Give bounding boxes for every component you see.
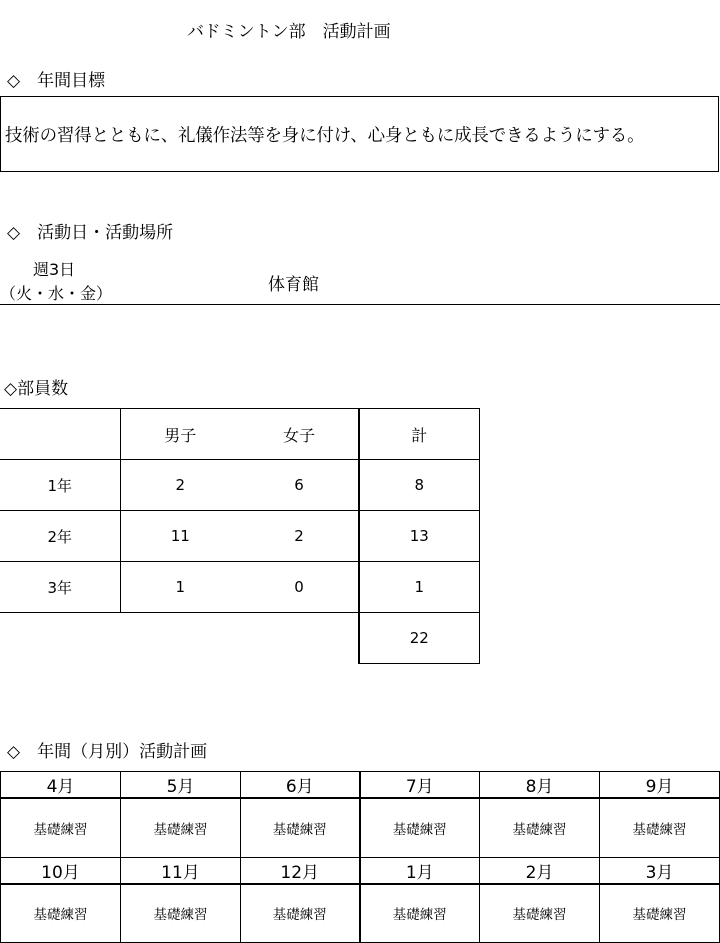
members-girls: 0 — [240, 562, 359, 613]
activity-place: 体育館 — [268, 275, 319, 295]
members-total: 8 — [359, 460, 479, 511]
members-total: 13 — [359, 511, 479, 562]
activity-cell: 基礎練習 — [600, 798, 720, 857]
month-cell: 6月 — [241, 772, 360, 799]
month-cell: 10月 — [1, 857, 121, 884]
activity-cell: 基礎練習 — [360, 884, 480, 943]
members-header-girls: 女子 — [240, 409, 359, 460]
members-grand-total: 22 — [359, 613, 479, 664]
activity-cell: 基礎練習 — [121, 884, 241, 943]
divider — [0, 304, 720, 305]
activity-cell: 基礎練習 — [480, 884, 600, 943]
members-header-blank — [0, 409, 120, 460]
members-grade: 2年 — [0, 511, 120, 562]
activity-cell: 基礎練習 — [241, 884, 360, 943]
goal-heading: ◇ 年間目標 — [7, 71, 106, 91]
month-cell: 12月 — [241, 857, 360, 884]
activity-days-weekdays: （火・水・金） — [0, 284, 113, 303]
members-grade: 1年 — [0, 460, 120, 511]
activity-days-count: 週3日 — [33, 260, 76, 279]
members-table — [0, 408, 480, 664]
members-boys: 2 — [120, 460, 240, 511]
members-girls: 6 — [240, 460, 359, 511]
members-heading: ◇部員数 — [4, 379, 69, 399]
month-cell: 5月 — [121, 772, 241, 799]
activity-cell: 基礎練習 — [360, 798, 480, 857]
month-cell: 1月 — [360, 857, 480, 884]
month-row — [1, 772, 720, 799]
members-total-row — [0, 613, 479, 664]
members-boys: 1 — [120, 562, 240, 613]
members-header-row — [0, 409, 479, 460]
members-header-total: 計 — [359, 409, 479, 460]
activity-cell: 基礎練習 — [241, 798, 360, 857]
month-cell: 2月 — [480, 857, 600, 884]
table-row — [0, 511, 479, 562]
activity-cell: 基礎練習 — [1, 884, 121, 943]
month-cell: 7月 — [360, 772, 480, 799]
page-title: バドミントン部 活動計画 — [187, 22, 391, 42]
goal-box — [0, 96, 719, 172]
month-row — [1, 857, 720, 884]
table-row — [0, 562, 479, 613]
goal-text: 技術の習得とともに、礼儀作法等を身に付け、心身ともに成長できるようにする。 — [5, 125, 645, 146]
table-row — [0, 460, 479, 511]
members-girls: 2 — [240, 511, 359, 562]
activity-cell: 基礎練習 — [600, 884, 720, 943]
activity-cell: 基礎練習 — [1, 798, 121, 857]
month-cell: 9月 — [600, 772, 720, 799]
members-header-boys: 男子 — [120, 409, 240, 460]
month-cell: 11月 — [121, 857, 241, 884]
activity-days — [0, 258, 112, 306]
activity-heading: ◇ 活動日・活動場所 — [7, 223, 174, 243]
monthly-plan-table — [0, 771, 720, 943]
members-grade: 3年 — [0, 562, 120, 613]
month-cell: 8月 — [480, 772, 600, 799]
members-boys: 11 — [120, 511, 240, 562]
activity-row — [1, 798, 720, 857]
members-total: 1 — [359, 562, 479, 613]
activity-cell: 基礎練習 — [480, 798, 600, 857]
month-cell: 4月 — [1, 772, 121, 799]
activity-cell: 基礎練習 — [121, 798, 241, 857]
month-cell: 3月 — [600, 857, 720, 884]
plan-heading: ◇ 年間（月別）活動計画 — [7, 742, 208, 762]
